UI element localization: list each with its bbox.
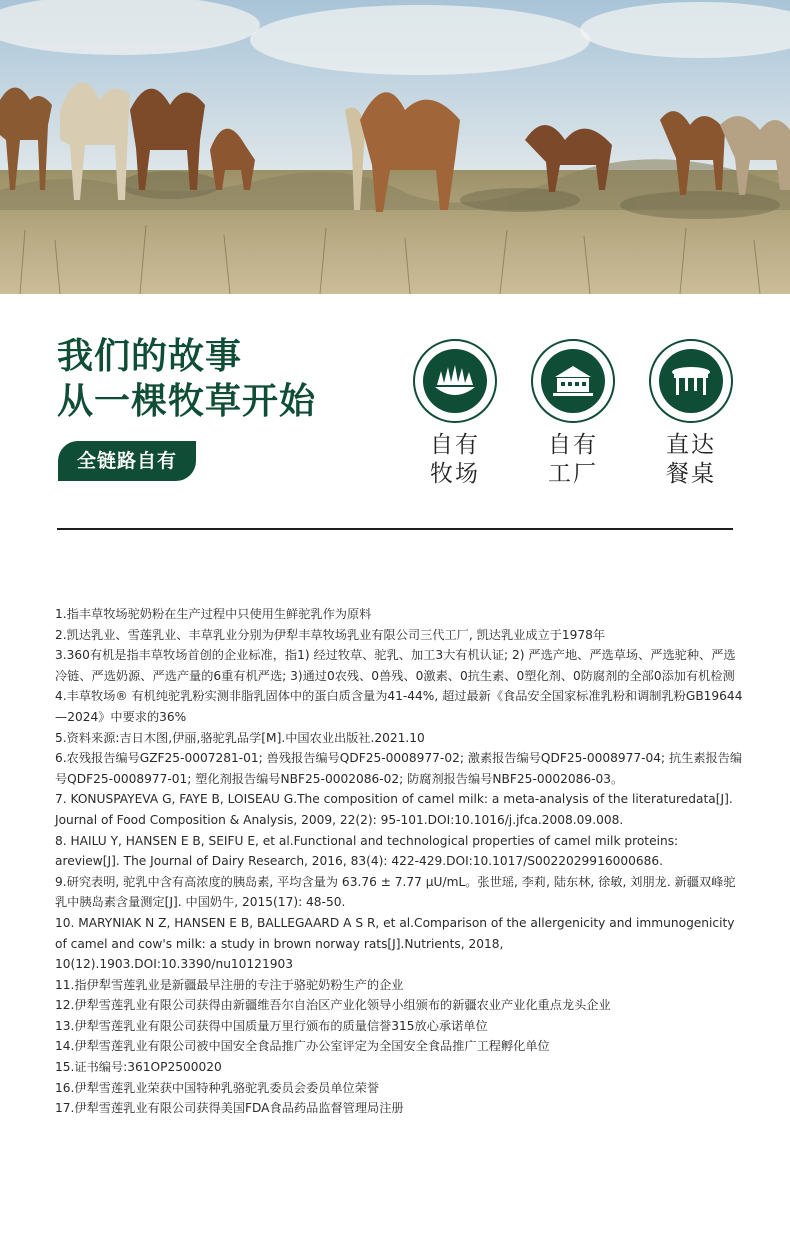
footnotes (55, 604, 745, 1119)
headline-line-1: 我们的故事 (57, 336, 243, 377)
feature-label-1b: 牧场 (430, 461, 480, 487)
footnote: 5.资料来源:吉日木图,伊丽,骆驼乳品学[M].中国农业出版社.2021.10 (55, 730, 425, 745)
table-icon (669, 363, 713, 399)
section-divider (57, 528, 733, 530)
footnote: 10. MARYNIAK N Z, HANSEN E B, BALLEGAARD A S R, et al.Comparison of the allergenicity and immunogenicity of camel and cow's milk: a study in brown norway rats[J].Nutrients, 2018, 10(12).1903.DOI:10.3390/nu10121903 (55, 915, 735, 972)
feature-label-2b: 工厂 (548, 461, 598, 487)
footnote: 14.伊犁雪莲乳业有限公司被中国安全食品推广办公室评定为全国安全食品推广工程孵化单位 (55, 1039, 550, 1054)
feature-own-factory (531, 339, 615, 489)
footnote: 11.指伊犁雪莲乳业是新疆最早注册的专注于骆驼奶粉生产的企业 (55, 977, 404, 992)
feature-label-1a: 自有 (430, 432, 480, 458)
footnote: 17.伊犁雪莲乳业有限公司获得美国FDA食品药品监督管理局注册 (55, 1101, 404, 1116)
hero-photo (0, 0, 790, 294)
footnote: 7. KONUSPAYEVA G, FAYE B, LOISEAU G.The composition of camel milk: a meta-analysis of the literaturedata[J]. Journal of Food Composition & Analysis, 2009, 22(2): 95-101.DOI:10.1016/j.jfca.2008.09.008. (55, 792, 733, 827)
footnote: 2.凯达乳业、雪莲乳业、丰草乳业分别为伊犁丰草牧场乳业有限公司三代工厂, 凯达乳业成立于1978年 (55, 627, 606, 642)
footnote: 8. HAILU Y, HANSEN E B, SEIFU E, et al.Functional and technological properties of camel milk proteins: areview[J]. The Journal of Dairy Research, 2016, 83(4): 422-429.DOI:10.1017/S0022029916000686. (55, 833, 679, 869)
footnote: 16.伊犁雪莲乳业荣获中国特种乳骆驼乳委员会委员单位荣誉 (55, 1080, 380, 1095)
footnote: 13.伊犁雪莲乳业有限公司获得中国质量万里行颁布的质量信誉315放心承诺单位 (55, 1018, 488, 1033)
feature-label-3a: 直达 (666, 432, 716, 458)
feature-label-3b: 餐桌 (666, 461, 716, 487)
footnote: 12.伊犁雪莲乳业有限公司获得由新疆维吾尔自治区产业化领导小组颁布的新疆农业产业化重点龙头企业 (55, 998, 611, 1013)
footnote: 3.360有机是指丰草牧场首创的企业标准，指1) 经过牧草、驼乳、加工3大有机认证; 2) 严选产地、严选草场、严选驼种、严选冷链、严选奶源、严选产量的6重有机严选; 3)通过0农残、0兽残、0激素、0抗生素、0塑化剂、0防腐剂的全部0添加有机检测 (55, 648, 736, 683)
footnote: 1.指丰草牧场驼奶粉在生产过程中只使用生鲜驼乳作为原料 (55, 607, 372, 621)
full-chain-badge: 全链路自有 (58, 441, 196, 481)
feature-own-pasture (413, 339, 497, 489)
feature-label-2a: 自有 (548, 432, 598, 458)
footnote: 4.丰草牧场® 有机纯驼乳粉实测非脂乳固体中的蛋白质含量为41-44%, 超过最新《食品安全国家标准乳粉和调制乳粉GB19644—2024》中要求的36% (55, 689, 743, 724)
page-title (57, 334, 316, 424)
feature-direct-to-table (649, 339, 733, 489)
footnote: 9.研究表明, 驼乳中含有高浓度的胰岛素, 平均含量为 63.76 ± 7.77 μU/mL。张世瑶, 李莉, 陆东林, 徐敏, 刘朋龙. 新疆双峰驼乳中胰岛素含量测定[J]. 中国奶牛, 2015(17): 48-50. (55, 874, 736, 910)
footnote: 15.证书编号:361OP2500020 (55, 1060, 222, 1075)
camels-grassland-illustration (0, 0, 790, 294)
footnote: 6.农残报告编号GZF25-0007281-01; 兽残报告编号QDF25-0008977-02; 激素报告编号QDF25-0008977-04; 抗生素报告编号QDF25-0008977-01; 塑化剂报告编号NBF25-0002086-02; 防腐剂报告编号NBF25-0002086-03。 (55, 751, 743, 786)
grass-icon (433, 363, 477, 399)
headline-line-2: 从一棵牧草开始 (57, 381, 317, 422)
factory-icon (551, 363, 595, 399)
story-section (0, 294, 790, 544)
